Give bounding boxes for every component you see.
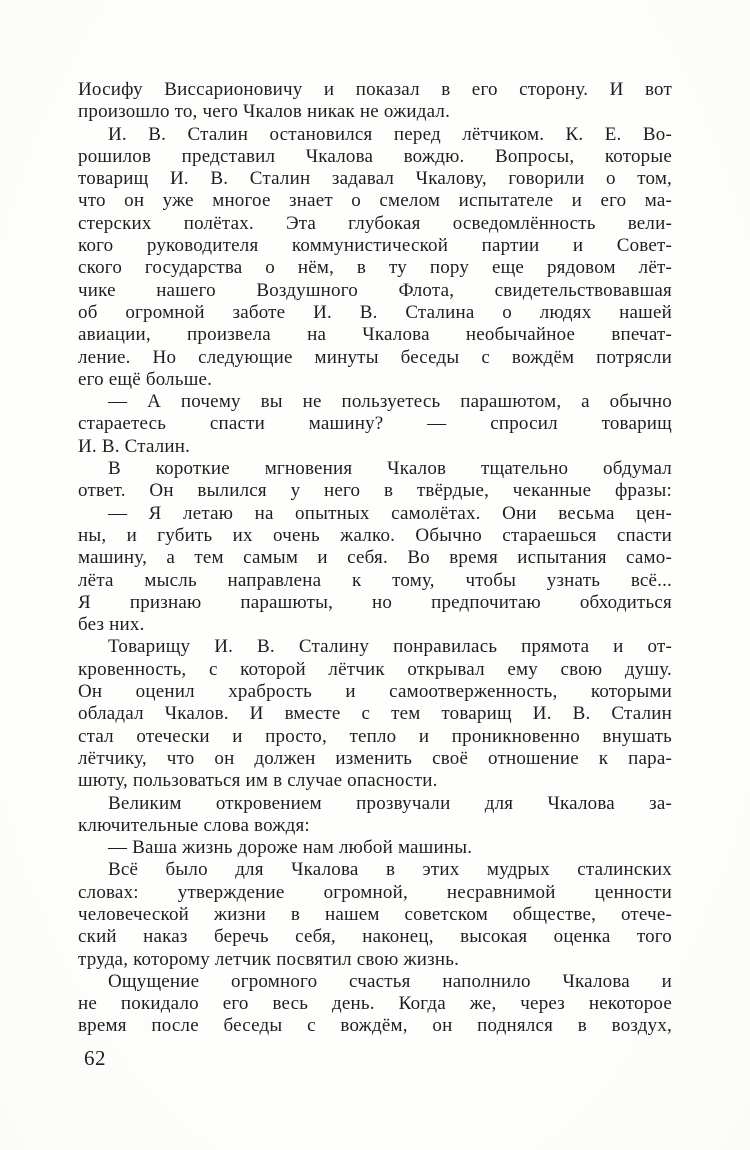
text-line: труда, которому летчик посвятил свою жизнь. bbox=[78, 948, 460, 970]
text-line: шюту, пользоваться им в случае опасности. bbox=[78, 770, 438, 792]
text-line: лёта мысль направлена к тому, чтобы узнать всё... bbox=[78, 569, 672, 591]
text-line: Иосифу Виссарионовичу и показал в его сторону. И вот bbox=[78, 79, 672, 100]
text-line: Товарищу И. В. Сталину понравилась прямота и от- bbox=[108, 636, 672, 658]
text-line: его ещё больше. bbox=[78, 368, 213, 390]
text-line: ответ. Он вылился у него в твёрдые, чеканные фразы: bbox=[78, 480, 672, 502]
text-line: стерских полётах. Эта глубокая осведомлённость вели- bbox=[78, 212, 672, 234]
text-line: без них. bbox=[78, 614, 145, 636]
text-line: — Ваша жизнь дороже нам любой машины. bbox=[108, 837, 473, 859]
text-line: авиации, произвела на Чкалова необычайное впечат- bbox=[78, 324, 672, 346]
text-line: обладал Чкалов. И вместе с тем товарищ И. В. Сталин bbox=[78, 703, 672, 725]
text-line: об огромной заботе И. В. Сталина о людях нашей bbox=[78, 301, 672, 323]
text-line: товарищ И. В. Сталин задавал Чкалову, говорили о том, bbox=[78, 168, 672, 190]
text-line: — А почему вы не пользуетесь парашютом, а обычно bbox=[108, 391, 672, 413]
text-line: кровенность, с которой лётчик открывал ему свою душу. bbox=[78, 658, 672, 680]
text-line: кого руководителя коммунистической партии и Совет- bbox=[78, 235, 672, 257]
text-line: Всё было для Чкалова в этих мудрых сталинских bbox=[108, 859, 672, 881]
text-line: В короткие мгновения Чкалов тщательно обдумал bbox=[108, 458, 672, 480]
text-line: машину, а тем самым и себя. Во время испытания само- bbox=[78, 547, 672, 569]
text-line: чике нашего Воздушного Флота, свидетельствовавшая bbox=[78, 279, 672, 301]
text-line: время после беседы с вождём, он поднялся в воздух, bbox=[78, 1015, 672, 1037]
text-line: ский наказ беречь себя, наконец, высокая оценка того bbox=[78, 926, 672, 948]
text-line: ны, и губить их очень жалко. Обычно стараешься спасти bbox=[78, 524, 672, 546]
text-line: лётчику, что он должен изменить своё отношение к пара- bbox=[78, 747, 672, 769]
text-line: И. В. Сталин. bbox=[78, 435, 191, 457]
text-line: что он уже многое знает о смелом испытателе и его ма- bbox=[78, 190, 672, 212]
text-line: не покидало его весь день. Когда же, через некоторое bbox=[78, 993, 672, 1015]
text-line: И. В. Сталин остановился перед лётчиком. К. Е. Во- bbox=[108, 123, 672, 145]
text-line: стал отечески и просто, тепло и проникновенно внушать bbox=[78, 725, 672, 747]
text-line: Я признаю парашюты, но предпочитаю обходиться bbox=[78, 591, 672, 613]
text-line: — Я летаю на опытных самолётах. Они весьма цен- bbox=[108, 502, 672, 524]
text-line: произошло то, чего Чкалов никак не ожидал. bbox=[78, 101, 451, 123]
text-line: ление. Но следующие минуты беседы с вождём потрясли bbox=[78, 346, 672, 368]
page-number: 62 bbox=[84, 1046, 106, 1070]
text-line: человеческой жизни в нашем советском обществе, отече- bbox=[78, 903, 672, 925]
text-line: рошилов представил Чкалова вождю. Вопросы, которые bbox=[78, 145, 672, 167]
text-line: стараетесь спасти машину? — спросил товарищ bbox=[78, 413, 672, 435]
text-line: ключительные слова вождя: bbox=[78, 814, 310, 836]
text-line: ского государства о нём, в ту пору еще рядовом лёт- bbox=[78, 257, 672, 279]
body-text bbox=[78, 79, 672, 1038]
text-line: Ощущение огромного счастья наполнило Чкалова и bbox=[108, 970, 672, 992]
text-line: словах: утверждение огромной, несравнимой ценности bbox=[78, 881, 672, 903]
text-line: Он оценил храбрость и самоотверженность, которыми bbox=[78, 681, 672, 703]
text-line: Великим откровением прозвучали для Чкалова за- bbox=[108, 792, 672, 814]
